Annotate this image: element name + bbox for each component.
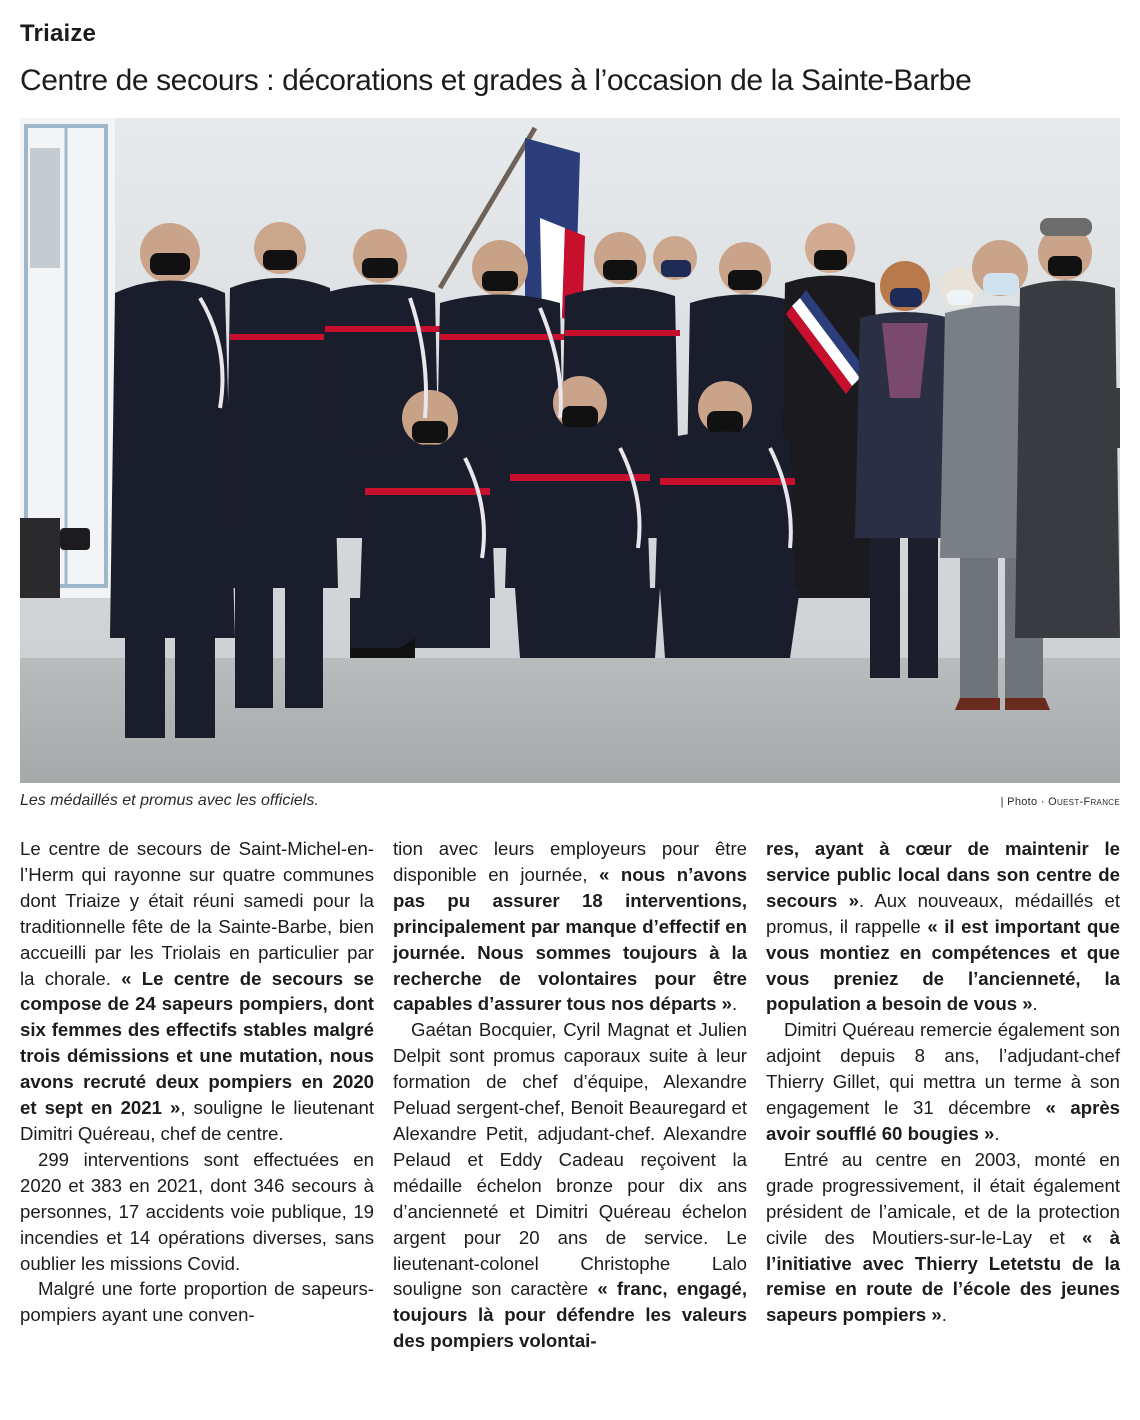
text-run: . [994,1122,1000,1144]
quote-run: res, ayant à cœur de maintenir le service public local dans son centre de secours » [766,838,1120,911]
article-body [20,836,1120,1406]
photo-caption: Les médaillés et promus avec les officiels. [20,792,319,809]
quote-run: « Le centre de secours se compose de 24 sapeurs pompiers, dont six femmes des effectifs stables malgré trois démissions et une mutation, nous avons recruté deux pompiers en 2020 et sept en 2021 » [20,967,374,1119]
paragraph [766,1147,1120,1328]
text-run: tion avec leurs employeurs pour être disponible en journée, [393,838,747,885]
quote-run: « il est important que vous montiez en compétences et que vous preniez de l’ancienneté, la population a besoin de vous » [766,915,1121,1015]
article-column-2 [393,836,747,1406]
article-column-3 [766,836,1120,1406]
paragraph [766,1017,1120,1147]
text-run: Le centre de secours de Saint-Michel-en-l’Herm qui rayonne sur quatre communes dont Triaize y était réuni samedi pour la traditionnelle fête de la Sainte-Barbe, bien accueilli par les Triolais en particulier par la chorale. [20,838,374,989]
paragraph [393,836,747,1017]
text-run: . Aux nouveaux, médaillés et promus, il rappelle [766,889,1120,937]
text-run: . [731,993,738,1015]
text-run: , souligne le lieutenant Dimitri Quéreau, chef de centre. [20,1097,374,1144]
text-run: Malgré une forte proportion de sapeurs-pompiers ayant une conven- [20,1278,374,1326]
quote-run: « après avoir soufflé 60 bougies » [766,1097,1121,1144]
photo-credit-brand: Ouest-France [1048,796,1120,808]
text-run: Dimitri Quéreau remercie également son adjoint depuis 8 ans, l’adjudant-chef Thierry Gillet, qui mettra un terme à son engagement le 31 décembre [766,1019,1120,1119]
locality-label: Triaize [20,20,97,47]
paragraph [766,836,1120,1017]
article-headline: Centre de secours : décorations et grades à l’occasion de la Sainte-Barbe [20,64,972,97]
quote-run: « franc, engagé, toujours là pour défendre les valeurs des pompiers volontai- [393,1278,747,1352]
paragraph [20,836,374,1147]
article-column-1 [20,836,374,1406]
photo-credit-prefix: | Photo · [1000,796,1049,808]
text-run: . [941,1304,947,1326]
paragraph [393,1017,747,1354]
paragraph [20,1147,374,1277]
paragraph [20,1276,374,1328]
text-run: Entré au centre en 2003, monté en grade progressivement, il était également président de l’amicale, et de la protection civile des Moutiers-sur-le-Lay et [766,1148,1120,1248]
group-photo [20,118,1120,783]
text-run: Gaétan Bocquier, Cyril Magnat et Julien Delpit sont promus caporaux suite à leur formation de chef d’équipe, Alexandre Peluad sergent-chef, Benoit Beauregard et Alexandre Petit, adjudant-chef. Alexandre Pelaud et Eddy Cadeau reçoivent la médaille échelon bronze pour dix ans d’ancienneté et Dimitri Quéreau échelon argent pour 20 ans de service. Le lieutenant-colonel Christophe Lalo souligne son caractère [393,1019,747,1300]
text-run: . [1032,993,1038,1015]
quote-run: « nous n’avons pas pu assurer 18 interventions, principalement par manque d’effectif en journée. Nous sommes toujours à la recherche de volontaires pour être capables d’assurer tous nos départs » [393,863,747,1015]
quote-run: « à l’initiative avec Thierry Letetstu de la remise en route de l’école des jeunes sapeurs pompiers » [766,1226,1120,1326]
text-run: 299 interventions sont effectuées en 2020 et 383 en 2021, dont 346 secours à personnes, 17 accidents voie publique, 19 incendies et 14 opérations diverses, sans oublier les missions Covid. [20,1148,374,1274]
photo-credit [1001,796,1120,808]
